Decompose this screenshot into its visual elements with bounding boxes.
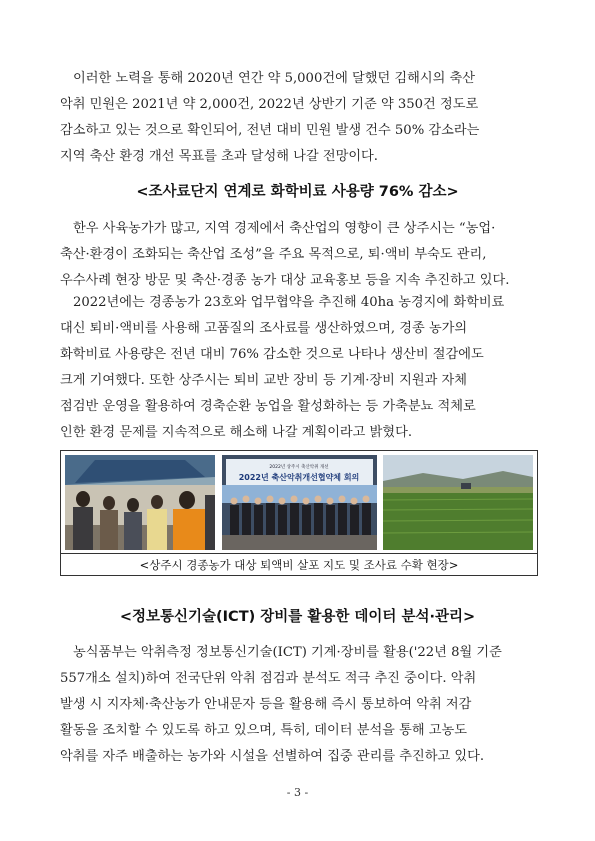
text-line: 점검반 운영을 활용하여 경축순환 농업을 활성화하는 등 가축분뇨 적체로 xyxy=(60,399,476,414)
photo-field-guidance xyxy=(65,455,215,550)
text-line: 대신 퇴비·액비를 사용해 고품질의 조사료를 생산하였으며, 경종 농가의 xyxy=(60,321,468,336)
section-heading-forage: <조사료단지 연계로 화학비료 사용량 76% 감소> xyxy=(136,184,459,200)
photo-figure xyxy=(60,450,538,576)
photo-caption: <상주시 경종농가 대상 퇴액비 살포 지도 및 조사료 수확 현장> xyxy=(61,553,537,576)
banner-small-text: 2022년 상주시 축산악취 개선 xyxy=(269,465,329,470)
banner-main-text: 2022년 축산악취개선협약체 회의 xyxy=(238,473,360,482)
text-line: 감소하고 있는 것으로 확인되어, 전년 대비 민원 발생 건수 50% 감소라는 xyxy=(60,123,480,138)
photo-meeting xyxy=(222,455,377,550)
section-heading-ict: <정보통신기술(ICT) 장비를 활용한 데이터 분석·관리> xyxy=(119,609,476,625)
text-line: 농식품부는 악취측정 정보통신기술(ICT) 기계·장비를 활용('22년 8월 기준 xyxy=(73,645,502,660)
text-line: 2022년에는 경종농가 23호와 업무협약을 추진해 40ha 농경지에 화학비료 xyxy=(73,295,505,310)
paragraph-ict-analysis xyxy=(60,640,538,770)
text-line: 발생 시 지자체·축산농가 안내문자 등을 활용해 즉시 통보하여 악취 저감 xyxy=(60,697,472,712)
text-line: 557개소 설치)하여 전국단위 악취 점검과 분석도 적극 추진 중이다. 악취 xyxy=(60,671,477,686)
text-line: 크게 기여했다. 또한 상주시는 퇴비 교반 장비 등 기계·장비 지원과 자체 xyxy=(60,373,467,388)
text-line: 이러한 노력을 통해 2020년 연간 약 5,000건에 달했던 김해시의 축산 xyxy=(73,71,476,86)
photo-forage-field xyxy=(383,455,533,550)
text-line: 악취를 자주 배출하는 농가와 시설을 선별하여 집중 관리를 추진하고 있다. xyxy=(60,749,485,764)
text-line: 화학비료 사용량은 전년 대비 76% 감소한 것으로 나타나 생산비 절감에도 xyxy=(60,347,484,362)
paragraph-odor-complaints xyxy=(60,66,538,170)
page-number: - 3 - xyxy=(286,786,309,799)
text-line: 인한 환경 문제를 지속적으로 해소해 나갈 계획이라고 밝혔다. xyxy=(60,425,413,440)
text-line: 한우 사육농가가 많고, 지역 경제에서 축산업의 영향이 큰 상주시는 “농업· xyxy=(73,221,496,236)
paragraph-sangju-results xyxy=(60,290,538,446)
paragraph-sangju-intro xyxy=(60,216,538,294)
text-line: 지역 축산 환경 개선 목표를 초과 달성해 나갈 전망이다. xyxy=(60,149,378,164)
text-line: 활동을 조치할 수 있도록 하고 있으며, 특히, 데이터 분석을 통해 고농도 xyxy=(60,723,467,738)
text-line: 악취 민원은 2021년 약 2,000건, 2022년 상반기 기준 약 350건 정도로 xyxy=(60,97,479,112)
text-line: 우수사례 현장 방문 및 축산·경종 농가 대상 교육홍보 등을 지속 추진하고 있다. xyxy=(60,273,510,288)
text-line: 축산·환경이 조화되는 축산업 조성”을 주요 목적으로, 퇴·액비 부숙도 관리, xyxy=(60,247,487,262)
